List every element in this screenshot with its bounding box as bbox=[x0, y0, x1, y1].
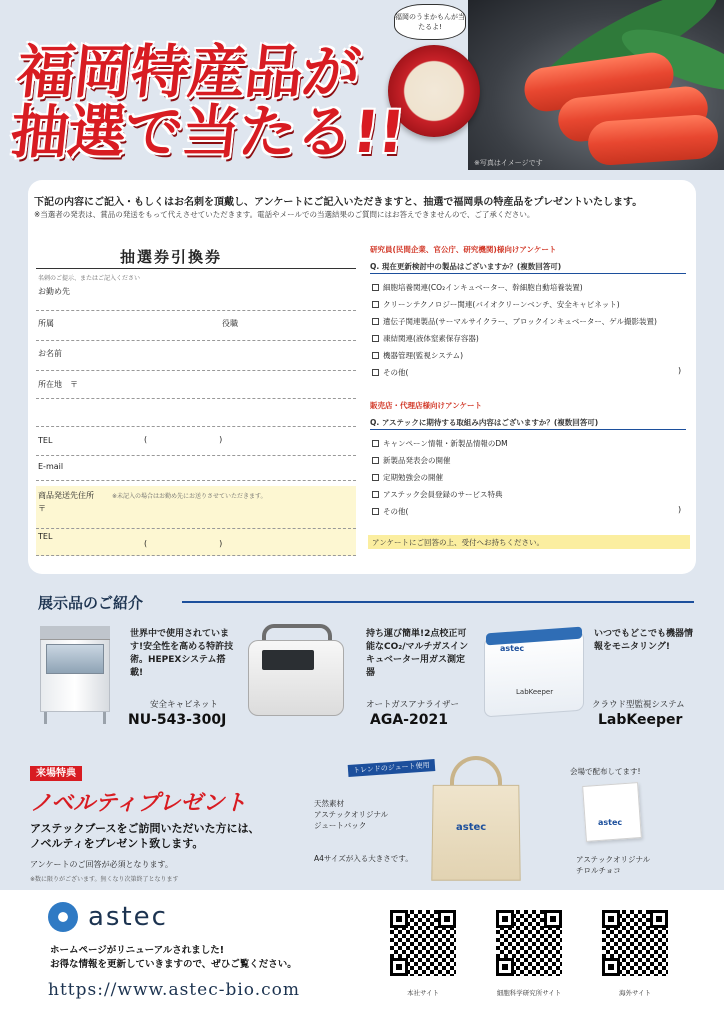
footer-message-line1: ホームページがリニューアルされました! bbox=[50, 945, 225, 956]
exhibit-desc: 世界中で使用されています!安全性を高める特許技術。HEPEXシステム搭載! bbox=[130, 629, 234, 678]
survey1-question: Q. 現在更新検討中の製品はございますか？(複数回答可) bbox=[370, 262, 562, 271]
footer-logo-text: astec bbox=[88, 902, 168, 932]
survey1-option-other[interactable]: その他( bbox=[372, 367, 408, 378]
qr-finder bbox=[390, 910, 408, 928]
bonus-badge: 来場特典 bbox=[30, 766, 82, 781]
novelty-title: ノベルティプレゼント bbox=[30, 791, 247, 816]
address-field-1[interactable] bbox=[36, 398, 356, 399]
survey2-option[interactable]: 定期勉強会の開催 bbox=[372, 472, 443, 483]
hero-title-line1: 福岡特産品が bbox=[13, 38, 363, 106]
labkeeper-label: LabKeeper bbox=[516, 688, 554, 696]
department-label: 所属 bbox=[38, 319, 54, 328]
novelty-requirement: アンケートのご回答が必須となります。 bbox=[30, 860, 173, 869]
checkbox[interactable] bbox=[372, 440, 379, 447]
tel2-label: TEL bbox=[38, 532, 53, 541]
bag-desc-line2: アステックオリジナル bbox=[314, 810, 389, 819]
exhibit-model: LabKeeper bbox=[598, 712, 683, 728]
survey2-option[interactable]: キャンペーン情報・新製品情報のDM bbox=[372, 438, 508, 449]
photo-note: ※写真はイメージです bbox=[474, 159, 543, 167]
card-note: 名刺のご提示、またはご記入ください bbox=[38, 275, 141, 282]
name-label: お名前 bbox=[38, 349, 62, 358]
company-label: お勤め先 bbox=[38, 287, 70, 296]
checkbox[interactable] bbox=[372, 318, 379, 325]
qr-finder bbox=[496, 910, 514, 928]
divider bbox=[370, 429, 686, 430]
qr-finder bbox=[390, 958, 408, 976]
qr-finder bbox=[496, 958, 514, 976]
exhibit-desc: いつでもどこでも機器情報をモニタリング! bbox=[594, 629, 694, 652]
survey1-heading: 研究員(民間企業、官公庁、研究機関)様向けアンケート bbox=[370, 245, 557, 254]
survey2-option[interactable]: 新製品発表会の開催 bbox=[372, 455, 451, 466]
exhibits-heading: 展示品のご紹介 bbox=[38, 594, 144, 612]
speech-bubble: 福岡のうまかもんが当たるよ! bbox=[394, 4, 466, 40]
survey1-option[interactable]: 機器管理(監視システム) bbox=[372, 350, 463, 361]
venue-note: 会場で配布してます! bbox=[570, 767, 641, 776]
bag-brand: astec bbox=[456, 822, 487, 833]
safety-cabinet-top bbox=[40, 626, 110, 640]
safety-cabinet-legs bbox=[44, 712, 106, 724]
survey2-option-other[interactable]: その他( bbox=[372, 506, 408, 517]
footer-message bbox=[50, 944, 297, 972]
survey1-option[interactable]: クリーンテクノロジー関連(バイオクリーンベンチ、安全キャビネット) bbox=[372, 299, 620, 310]
ship-address-field[interactable] bbox=[36, 528, 356, 529]
receipt-text: アンケートにご回答の上、受付へお持ちください。 bbox=[372, 538, 545, 547]
paren-close: ) bbox=[678, 505, 682, 514]
intro-text: 下記の内容にご記入・もしくはお名刺を頂戴し、アンケートにご記入いただきますと、抽選で福岡県の特産品をプレゼントいたします。 bbox=[34, 197, 643, 208]
survey2-option[interactable]: アステック会員登録のサービス特典 bbox=[372, 489, 503, 500]
bag-desc-line1: 天然素材 bbox=[314, 799, 344, 808]
divider bbox=[182, 601, 694, 603]
survey1-option[interactable]: 細胞培養関連(CO₂インキュベーター、幹細胞自動培養装置) bbox=[372, 282, 583, 293]
tel-label: TEL bbox=[38, 436, 53, 445]
astec-logo-icon bbox=[48, 902, 78, 932]
exhibit-model: NU-543-300J bbox=[128, 712, 227, 728]
tel-field[interactable] bbox=[36, 455, 356, 456]
intro-note: ※当選者の発表は、賞品の発送をもって代えさせていただきます。電話やメールでの当選結果のご質問にはお答えできませんので、ご了承ください。 bbox=[34, 210, 535, 219]
bag-desc-line3: ジュートバック bbox=[314, 821, 367, 830]
choco-brand: astec bbox=[598, 818, 623, 827]
checkbox[interactable] bbox=[372, 352, 379, 359]
name-field[interactable] bbox=[36, 370, 356, 371]
choco-desc-line2: チロルチョコ bbox=[576, 866, 621, 875]
address-label: 所在地 〒 bbox=[38, 380, 78, 389]
paren-close: ) bbox=[678, 366, 682, 375]
checkbox[interactable] bbox=[372, 301, 379, 308]
address-field-2[interactable] bbox=[36, 426, 356, 427]
company-field[interactable] bbox=[36, 310, 356, 311]
qr-label: 細胞科学研究所サイト bbox=[496, 989, 562, 997]
qr-finder bbox=[650, 910, 668, 928]
email-label: E-mail bbox=[38, 462, 64, 471]
qr-finder bbox=[438, 910, 456, 928]
qr-finder bbox=[544, 910, 562, 928]
tel2-field[interactable] bbox=[36, 555, 356, 556]
mentaiko-piece bbox=[587, 114, 720, 167]
hero-title-line2: 抽選で当たる!! bbox=[7, 98, 408, 166]
checkbox[interactable] bbox=[372, 508, 379, 515]
coupon-title: 抽選券引換券 bbox=[120, 248, 223, 266]
qr-code-overseas[interactable] bbox=[600, 908, 670, 978]
divider bbox=[370, 273, 686, 274]
checkbox[interactable] bbox=[372, 491, 379, 498]
qr-label: 海外サイト bbox=[618, 989, 652, 997]
checkbox[interactable] bbox=[372, 457, 379, 464]
checkbox[interactable] bbox=[372, 335, 379, 342]
checkbox[interactable] bbox=[372, 284, 379, 291]
position-label: 役職 bbox=[222, 319, 238, 328]
exhibit-category: 安全キャビネット bbox=[150, 700, 219, 710]
website-link[interactable]: https://www.astec-bio.com bbox=[48, 980, 300, 1000]
tel2-paren: ( ) bbox=[144, 539, 223, 548]
survey1-option[interactable]: 遺伝子関連製品(サーマルサイクラー、ブロックインキュベーター、ゲル撮影装置) bbox=[372, 316, 657, 327]
exhibit-category: クラウド型監視システム bbox=[592, 700, 685, 710]
novelty-desc bbox=[30, 821, 259, 851]
department-field[interactable] bbox=[36, 340, 356, 341]
checkbox[interactable] bbox=[372, 474, 379, 481]
novelty-note: ※数に限りがございます。無くなり次第終了となります bbox=[30, 876, 179, 883]
choco-desc-line1: アステックオリジナル bbox=[576, 855, 651, 864]
qr-code-hq[interactable] bbox=[388, 908, 458, 978]
gas-analyzer-screen bbox=[262, 650, 314, 670]
chocolate-image bbox=[582, 782, 642, 842]
checkbox[interactable] bbox=[372, 369, 379, 376]
survey1-option[interactable]: 凍結関連(液体窒素保存容器) bbox=[372, 333, 479, 344]
ship-label: 商品発送先住所 bbox=[38, 491, 94, 500]
bag-desc bbox=[314, 798, 388, 831]
bag-size-note: A4サイズが入る大きさです。 bbox=[314, 854, 413, 863]
mentaiko-photo bbox=[468, 0, 724, 170]
survey2-question: Q. アステックに期待する取組み内容はございますか？(複数回答可) bbox=[370, 418, 599, 427]
novelty-desc-line1: アステックブースをご訪問いただいた方には、 bbox=[30, 822, 260, 835]
ship-note: ※未記入の場合はお勤め先にお送りさせていただきます。 bbox=[112, 493, 267, 500]
labkeeper-brand: astec bbox=[500, 644, 525, 653]
safety-cabinet-window bbox=[46, 644, 104, 674]
exhibit-model: AGA-2021 bbox=[370, 712, 448, 728]
qr-finder bbox=[602, 910, 620, 928]
tel-paren: ( ) bbox=[144, 435, 223, 444]
survey2-heading: 販売店・代理店様向けアンケート bbox=[370, 401, 483, 410]
postal-label: 〒 bbox=[38, 504, 46, 513]
hero-title bbox=[7, 38, 414, 166]
choco-desc bbox=[576, 854, 650, 876]
qr-finder bbox=[602, 958, 620, 976]
email-field[interactable] bbox=[36, 480, 356, 481]
novelty-desc-line2: ノベルティをプレゼント致します。 bbox=[30, 837, 204, 850]
qr-code-cell-lab[interactable] bbox=[494, 908, 564, 978]
qr-label: 本社サイト bbox=[406, 989, 440, 997]
divider bbox=[36, 268, 356, 269]
trend-tag: トレンドのジュート使用 bbox=[348, 759, 435, 777]
exhibit-category: オートガスアナライザー bbox=[366, 700, 459, 710]
exhibit-desc: 持ち運び簡単!2点校正可能なCO₂/マルチガスインキュベーター用ガス測定器 bbox=[366, 629, 469, 678]
footer-message-line2: お得な情報を更新していきますので、ぜひご覧ください。 bbox=[50, 959, 297, 970]
